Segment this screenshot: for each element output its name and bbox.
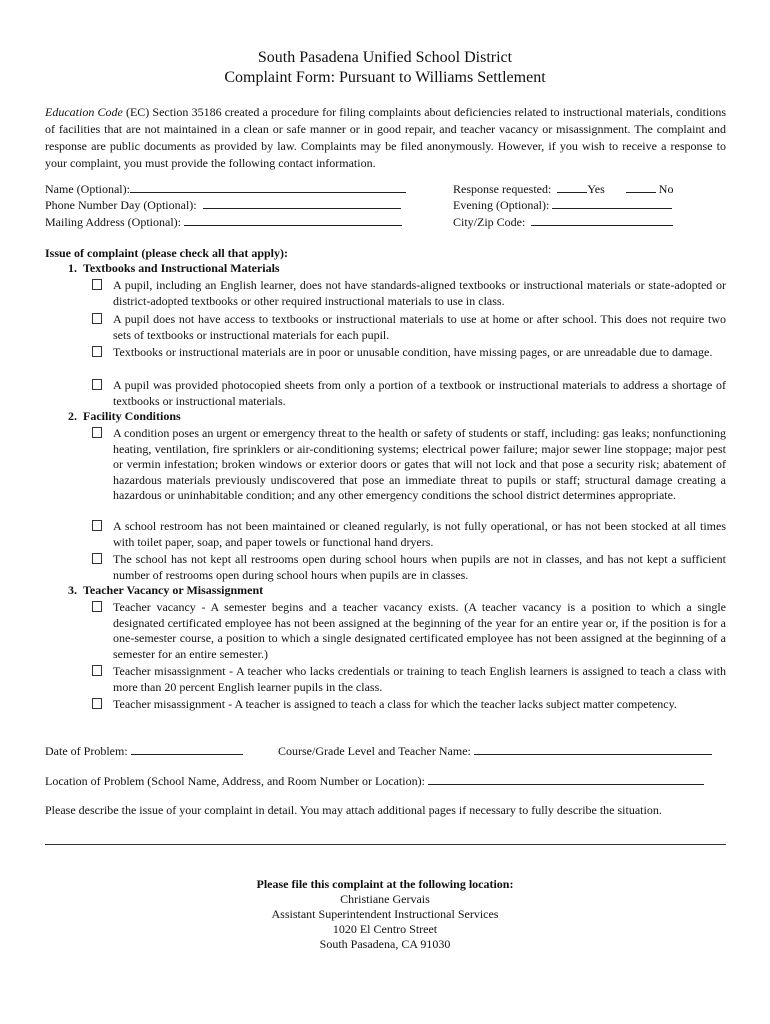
location-input-line[interactable] [428, 773, 704, 785]
checkbox[interactable] [92, 698, 102, 709]
item-text: Teacher misassignment - A teacher who lacks credentials or training to teach English learners is assigned to teach a class with more than 20 percent English learner pupils in the class. [113, 664, 726, 694]
form-title: Complaint Form: Pursuant to Williams Settlement [224, 69, 546, 86]
date-label: Date of Problem: [45, 744, 128, 758]
cityzip-field [453, 214, 673, 229]
response-field [453, 181, 673, 196]
item-text: Textbooks or instructional materials are in poor or unusable condition, have missing pages, or are unreadable due to damage. [113, 345, 713, 359]
name-input-line[interactable] [130, 181, 406, 193]
address-input-line[interactable] [184, 214, 402, 226]
checkbox[interactable] [92, 601, 102, 612]
location-label: Location of Problem (School Name, Address, and Room Number or Location): [45, 774, 425, 788]
phone-input-line[interactable] [203, 197, 401, 209]
item-text: The school has not kept all restrooms open during school hours when pupils are not in classes, and has not kept a sufficient number of restrooms open during school hours when pupils are in classes. [113, 552, 726, 582]
checklist-item [92, 600, 726, 662]
education-code-ref: Education Code [45, 105, 123, 119]
checklist-item [92, 278, 726, 309]
intro-text: (EC) Section 35186 created a procedure for filing complaints about deficiencies related to instructional materials, conditions of facilities that are not maintained in a clean or safe manner or in good repair, and teacher vacancy or misassignment. The complaint and response are public documents as provided by law. Complaints may be filed anonymously. However, if you wish to receive a response to your complaint, you must provide the following contact information. [45, 105, 726, 170]
item-text: A pupil, including an English learner, does not have standards-aligned textbooks or instructional materials or state-adopted or district-adopted textbooks or other required instructional materials to use in class. [113, 278, 726, 308]
no-label: No [658, 182, 674, 196]
checkbox[interactable] [92, 379, 102, 390]
checklist-item [92, 426, 726, 504]
checklist-item [92, 378, 726, 409]
description-input-line[interactable] [45, 844, 726, 845]
checklist-item [92, 697, 726, 713]
section-title: Facility Conditions [83, 409, 181, 423]
item-text: A condition poses an urgent or emergency threat to the health or safety of students or staff, including: gas leaks; nonfunctioning heating, ventilation, fire sprinklers or air-conditioning systems; electrical power failure; major sewer line stoppage; major pest or vermin infestation; broken windows or exterior doors or gates that will not lock and that pose a security risk; abatement of hazardous materials previously undiscovered that pose an immediate threat to pupils or staff; structural damage creating a hazardous or uninhabitable condition; and any other emergency conditions the school district determines appropriate. [113, 426, 726, 502]
yes-input-line[interactable] [557, 181, 587, 193]
name-field [45, 181, 406, 196]
district-title: South Pasadena Unified School District [257, 49, 513, 66]
checklist-item [92, 664, 726, 695]
location-field [45, 773, 704, 788]
intro-paragraph [45, 104, 726, 172]
section-1-heading [68, 261, 280, 276]
address-field [45, 214, 402, 229]
checkbox[interactable] [92, 313, 102, 324]
checkbox[interactable] [92, 665, 102, 676]
checkbox[interactable] [92, 520, 102, 531]
section-number: 1. [68, 261, 77, 275]
section-title: Teacher Vacancy or Misassignment [83, 583, 264, 597]
response-label: Response requested: [453, 182, 552, 196]
item-text: A pupil does not have access to textbooks or instructional materials to use at home or after school. This does not require two sets of textbooks or instructional materials for each pupil. [113, 312, 726, 342]
contact-name: Christiane Gervais [340, 892, 430, 906]
checklist-item [92, 345, 726, 361]
checklist-item [92, 552, 726, 583]
section-title: Textbooks and Instructional Materials [83, 261, 280, 275]
section-number: 2. [68, 409, 77, 423]
contact-city: South Pasadena, CA 91030 [319, 937, 451, 951]
section-2-heading [68, 409, 181, 424]
checkbox[interactable] [92, 346, 102, 357]
checklist-item [92, 312, 726, 343]
cityzip-input-line[interactable] [531, 214, 673, 226]
item-text: A school restroom has not been maintained or cleaned regularly, is not fully operational, or has not been stocked at all times with toilet paper, soap, and paper towels or functional hand dryers. [113, 519, 726, 549]
name-label: Name (Optional): [45, 182, 130, 196]
section-number: 3. [68, 583, 77, 597]
filing-heading: Please file this complaint at the following location: [256, 877, 514, 891]
item-text: Teacher vacancy - A semester begins and a teacher vacancy exists. (A teacher vacancy is a position to which a single designated certificated employee has not been assigned at the beginning of the year for an entire year or, if the position is for a one-semester course, a position to which a single designated certificated employee has not been assigned at the beginning of a semester for an entire semester.) [113, 600, 726, 661]
yes-label: Yes [587, 182, 605, 196]
checklist-item [92, 519, 726, 550]
contact-position: Assistant Superintendent Instructional Services [271, 907, 499, 921]
evening-field [453, 197, 672, 212]
course-input-line[interactable] [474, 743, 712, 755]
checkbox[interactable] [92, 427, 102, 438]
course-field [278, 743, 712, 758]
address-label: Mailing Address (Optional): [45, 215, 181, 229]
cityzip-label: City/Zip Code: [453, 215, 526, 229]
phone-label: Phone Number Day (Optional): [45, 198, 197, 212]
date-input-line[interactable] [131, 743, 243, 755]
evening-input-line[interactable] [552, 197, 672, 209]
describe-instructions: Please describe the issue of your complaint in detail. You may attach additional pages if necessary to fully describe the situation. [45, 803, 662, 817]
evening-label: Evening (Optional): [453, 198, 550, 212]
contact-street: 1020 El Centro Street [332, 922, 438, 936]
item-text: A pupil was provided photocopied sheets from only a portion of a textbook or instructional materials to address a shortage of textbooks or instructional materials. [113, 378, 726, 408]
checkbox[interactable] [92, 279, 102, 290]
no-input-line[interactable] [626, 181, 656, 193]
checkbox[interactable] [92, 553, 102, 564]
course-label: Course/Grade Level and Teacher Name: [278, 744, 471, 758]
issues-heading: Issue of complaint (please check all that apply): [45, 246, 288, 260]
section-3-heading [68, 583, 263, 598]
item-text: Teacher misassignment - A teacher is assigned to teach a class for which the teacher lacks subject matter competency. [113, 697, 677, 711]
phone-field [45, 197, 401, 212]
date-field [45, 743, 243, 758]
